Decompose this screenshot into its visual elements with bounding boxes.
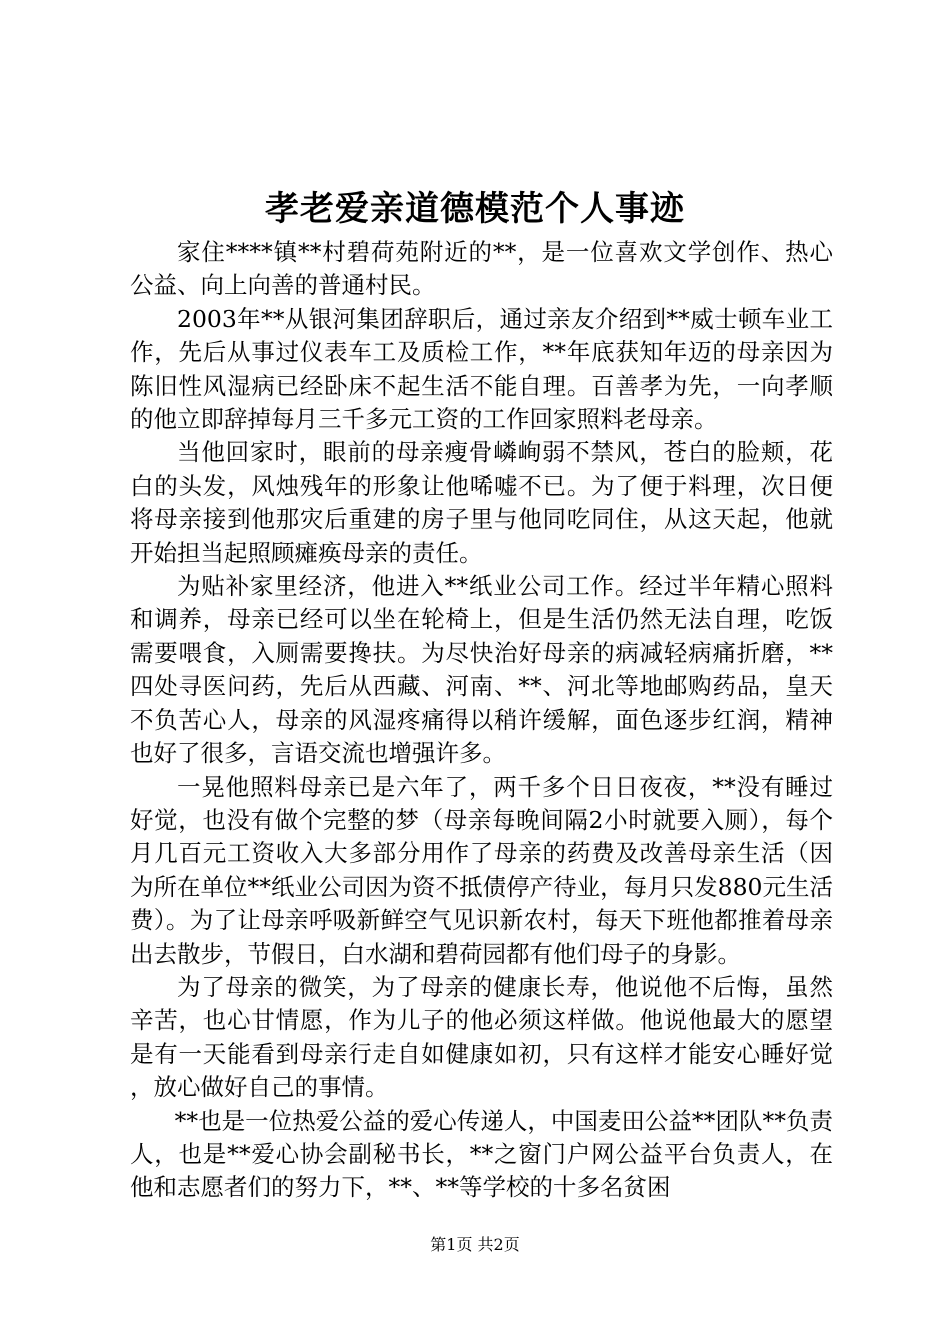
paragraph-3: 当他回家时，眼前的母亲瘦骨嶙峋弱不禁风，苍白的脸颊，花白的头发，风烛残年的形象让他唏嘘不已。为了便于料理，次日便将母亲接到他那灾后重建的房子里与他同吃同住，从这天起，他就开始担当起照顾瘫痪母亲的责任。 xyxy=(130,438,833,567)
page-footer: 第1页 共2页 xyxy=(430,1235,520,1254)
document-body xyxy=(130,236,833,1205)
paragraph-6: 为了母亲的微笑，为了母亲的健康长寿，他说他不后悔，虽然辛苦，也心甘情愿，作为儿子的他必须这样做。他说他最大的愿望是有一天能看到母亲行走自如健康如初，只有这样才能安心睡好觉，放心做好自己的事情。 xyxy=(130,972,833,1102)
document-title: 孝老爱亲道德模范个人事迹 xyxy=(265,189,685,229)
paragraph-5: 一晃他照料母亲已是六年了，两千多个日日夜夜，**没有睡过好觉，也没有做个完整的梦（母亲每晚间隔2小时就要入厕），每个月几百元工资收入大多部分用作了母亲的药费及改善母亲生活（因为所在单位**纸业公司因为资不抵债停产待业，每月只发880元生活费）。为了让母亲呼吸新鲜空气见识新农村，每天下班他都推着母亲出去散步，节假日，白水湖和碧荷园都有他们母子的身影。 xyxy=(130,772,833,968)
paragraph-1: 家住****镇**村碧荷苑附近的**，是一位喜欢文学创作、热心公益、向上向善的普通村民。 xyxy=(130,238,833,300)
paragraph-7: **也是一位热爱公益的爱心传递人，中国麦田公益**团队**负责人，也是**爱心协会副秘书长，**之窗门户网公益平台负责人，在他和志愿者们的努力下，**、**等学校的十多名贫困 xyxy=(130,1106,833,1202)
paragraph-2: 2003年**从银河集团辞职后，通过亲友介绍到**威士顿车业工作，先后从事过仪表车工及质检工作，**年底获知年迈的母亲因为陈旧性风湿病已经卧床不起生活不能自理。百善孝为先，一向孝顺的他立即辞掉每月三千多元工资的工作回家照料老母亲。 xyxy=(130,304,833,434)
paragraph-4: 为贴补家里经济，他进入**纸业公司工作。经过半年精心照料和调养，母亲已经可以坐在轮椅上，但是生活仍然无法自理，吃饭需要喂食，入厕需要搀扶。为尽快治好母亲的病减轻病痛折磨，**四处寻医问药，先后从西藏、河南、**、河北等地邮购药品，皇天不负苦心人，母亲的风湿疼痛得以稍许缓解，面色逐步红润，精神也好了很多，言语交流也增强许多。 xyxy=(130,572,833,768)
